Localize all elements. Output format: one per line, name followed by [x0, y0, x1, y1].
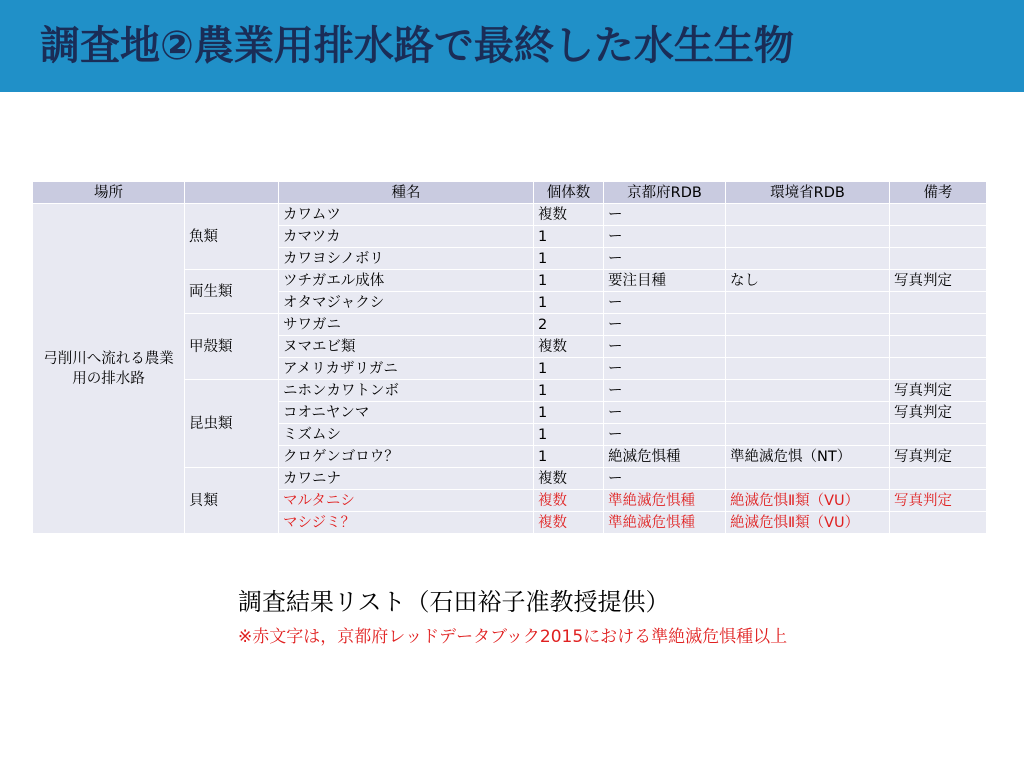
remarks-cell: 写真判定	[890, 490, 987, 512]
remarks-cell	[890, 226, 987, 248]
kyoto-rdb-cell: ー	[604, 336, 726, 358]
species-cell: マルタニシ	[279, 490, 534, 512]
title-bar	[0, 0, 1024, 92]
red-text-note: ※赤文字は，京都府レッドデータブック2015における準絶滅危惧種以上	[238, 627, 788, 647]
table-caption: 調査結果リスト（石田裕子准教授提供）	[238, 588, 670, 616]
kyoto-rdb-cell: ー	[604, 204, 726, 226]
remarks-cell	[890, 358, 987, 380]
count-cell: 2	[534, 314, 604, 336]
remarks-cell	[890, 204, 987, 226]
remarks-cell	[890, 468, 987, 490]
kyoto-rdb-cell: ー	[604, 248, 726, 270]
env-rdb-cell	[726, 292, 890, 314]
kyoto-rdb-cell: ー	[604, 380, 726, 402]
kyoto-rdb-cell: 絶滅危惧種	[604, 446, 726, 468]
remarks-cell	[890, 292, 987, 314]
count-cell: 1	[534, 358, 604, 380]
kyoto-rdb-cell: ー	[604, 468, 726, 490]
kyoto-rdb-cell: 準絶滅危惧種	[604, 512, 726, 534]
category-cell: 魚類	[185, 204, 279, 270]
env-rdb-cell	[726, 336, 890, 358]
env-rdb-cell: 準絶滅危惧（NT）	[726, 446, 890, 468]
remarks-cell	[890, 512, 987, 534]
count-cell: 1	[534, 380, 604, 402]
remarks-cell	[890, 336, 987, 358]
species-cell: マシジミ？	[279, 512, 534, 534]
header-env-rdb: 環境省RDB	[726, 182, 890, 204]
species-cell: サワガニ	[279, 314, 534, 336]
remarks-cell: 写真判定	[890, 402, 987, 424]
kyoto-rdb-cell: ー	[604, 402, 726, 424]
header-kyoto-rdb: 京都府RDB	[604, 182, 726, 204]
count-cell: 1	[534, 248, 604, 270]
species-cell: ヌマエビ類	[279, 336, 534, 358]
category-cell: 甲殻類	[185, 314, 279, 380]
count-cell: 1	[534, 292, 604, 314]
env-rdb-cell: なし	[726, 270, 890, 292]
place-cell: 弓削川へ流れる農業用の排水路	[33, 204, 185, 534]
category-cell: 両生類	[185, 270, 279, 314]
env-rdb-cell	[726, 424, 890, 446]
kyoto-rdb-cell: ー	[604, 424, 726, 446]
species-cell: オタマジャクシ	[279, 292, 534, 314]
remarks-cell: 写真判定	[890, 270, 987, 292]
count-cell: 複数	[534, 336, 604, 358]
kyoto-rdb-cell: ー	[604, 314, 726, 336]
slide-title: 調査地②農業用排水路で最終した水生生物	[40, 23, 794, 69]
remarks-cell: 写真判定	[890, 380, 987, 402]
count-cell: 複数	[534, 204, 604, 226]
survey-results-table	[32, 181, 987, 534]
count-cell: 1	[534, 226, 604, 248]
count-cell: 1	[534, 446, 604, 468]
remarks-cell	[890, 314, 987, 336]
header-place: 場所	[33, 182, 185, 204]
env-rdb-cell	[726, 248, 890, 270]
table-header-row	[33, 182, 987, 204]
kyoto-rdb-cell: ー	[604, 226, 726, 248]
species-cell: クロゲンゴロウ？	[279, 446, 534, 468]
kyoto-rdb-cell: 準絶滅危惧種	[604, 490, 726, 512]
kyoto-rdb-cell: ー	[604, 358, 726, 380]
species-cell: ツチガエル成体	[279, 270, 534, 292]
header-species: 種名	[279, 182, 534, 204]
species-cell: カマツカ	[279, 226, 534, 248]
header-category	[185, 182, 279, 204]
category-cell: 昆虫類	[185, 380, 279, 468]
species-cell: ニホンカワトンボ	[279, 380, 534, 402]
table-row	[33, 204, 987, 226]
header-remarks: 備考	[890, 182, 987, 204]
count-cell: 複数	[534, 490, 604, 512]
remarks-cell	[890, 424, 987, 446]
env-rdb-cell	[726, 468, 890, 490]
env-rdb-cell: 絶滅危惧Ⅱ類（VU）	[726, 490, 890, 512]
species-cell: カワニナ	[279, 468, 534, 490]
env-rdb-cell	[726, 402, 890, 424]
env-rdb-cell	[726, 358, 890, 380]
count-cell: 1	[534, 270, 604, 292]
count-cell: 複数	[534, 512, 604, 534]
count-cell: 1	[534, 424, 604, 446]
remarks-cell	[890, 248, 987, 270]
category-cell: 貝類	[185, 468, 279, 534]
kyoto-rdb-cell: ー	[604, 292, 726, 314]
species-cell: カワヨシノボリ	[279, 248, 534, 270]
species-cell: カワムツ	[279, 204, 534, 226]
header-count: 個体数	[534, 182, 604, 204]
kyoto-rdb-cell: 要注目種	[604, 270, 726, 292]
count-cell: 複数	[534, 468, 604, 490]
env-rdb-cell	[726, 226, 890, 248]
species-cell: アメリカザリガニ	[279, 358, 534, 380]
count-cell: 1	[534, 402, 604, 424]
env-rdb-cell	[726, 314, 890, 336]
species-cell: コオニヤンマ	[279, 402, 534, 424]
remarks-cell: 写真判定	[890, 446, 987, 468]
env-rdb-cell	[726, 204, 890, 226]
env-rdb-cell	[726, 380, 890, 402]
species-cell: ミズムシ	[279, 424, 534, 446]
env-rdb-cell: 絶滅危惧Ⅱ類（VU）	[726, 512, 890, 534]
